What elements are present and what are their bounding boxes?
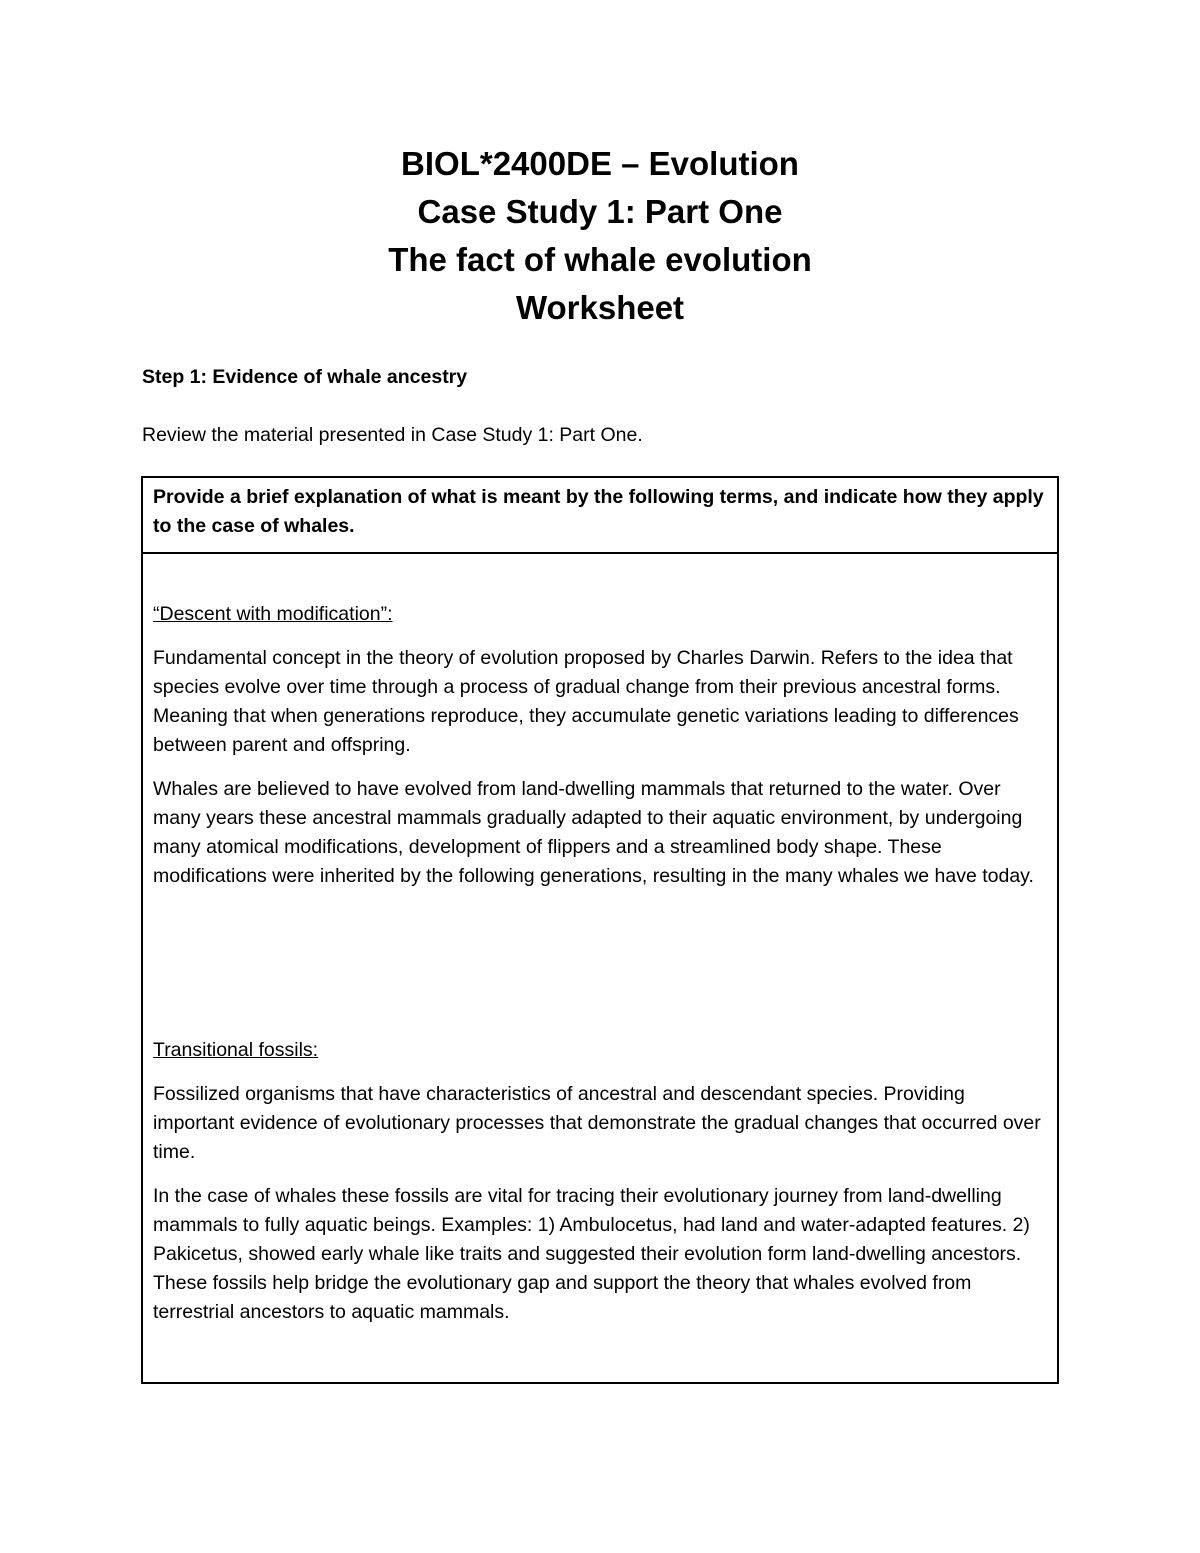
step-heading: Step 1: Evidence of whale ancestry: [142, 366, 468, 388]
blank-space: [153, 906, 1047, 1036]
instruction-text: Review the material presented in Case Study 1: Part One.: [142, 424, 643, 446]
document-title-block: [0, 140, 1200, 332]
course-title: BIOL*2400DE – Evolution: [401, 145, 799, 182]
term-application-descent: Whales are believed to have evolved from land-dwelling mammals that returned to the water. Over many years these ancestral mammals gradually adapted to their aquatic environment, by undergoing many atomical modifications, development of flippers and a streamlined body shape. These modifications were inherited by the following generations, resulting in the many whales we have today.: [153, 778, 1034, 887]
table-answer-area: [143, 554, 1057, 1327]
term-heading-descent: “Descent with modification”:: [153, 603, 393, 625]
answer-table: [141, 476, 1059, 1384]
case-study-title: Case Study 1: Part One: [417, 193, 783, 230]
table-prompt: Provide a brief explanation of what is meant by the following terms, and indicate how they apply to the case of whales.: [143, 478, 1057, 554]
term-heading-fossils: Transitional fossils:: [153, 1039, 319, 1061]
term-definition-fossils: Fossilized organisms that have characteristics of ancestral and descendant species. Providing important evidence of evolutionary processes that demonstrate the gradual changes that occurred over time.: [153, 1083, 1041, 1163]
worksheet-title: Worksheet: [515, 289, 685, 326]
topic-title: The fact of whale evolution: [388, 241, 812, 278]
term-definition-descent: Fundamental concept in the theory of evolution proposed by Charles Darwin. Refers to the idea that species evolve over time through a process of gradual change from their previous ancestral forms. Meaning that when generations reproduce, they accumulate genetic variations leading to differences between parent and offspring.: [153, 647, 1019, 756]
term-application-fossils: In the case of whales these fossils are vital for tracing their evolutionary journey from land-dwelling mammals to fully aquatic beings. Examples: 1) Ambulocetus, had land and water-adapted features. 2) Pakicetus, showed early whale like traits and suggested their evolution form land-dwelling ancestors. These fossils help bridge the evolutionary gap and support the theory that whales evolved from terrestrial ancestors to aquatic mammals.: [153, 1185, 1030, 1323]
